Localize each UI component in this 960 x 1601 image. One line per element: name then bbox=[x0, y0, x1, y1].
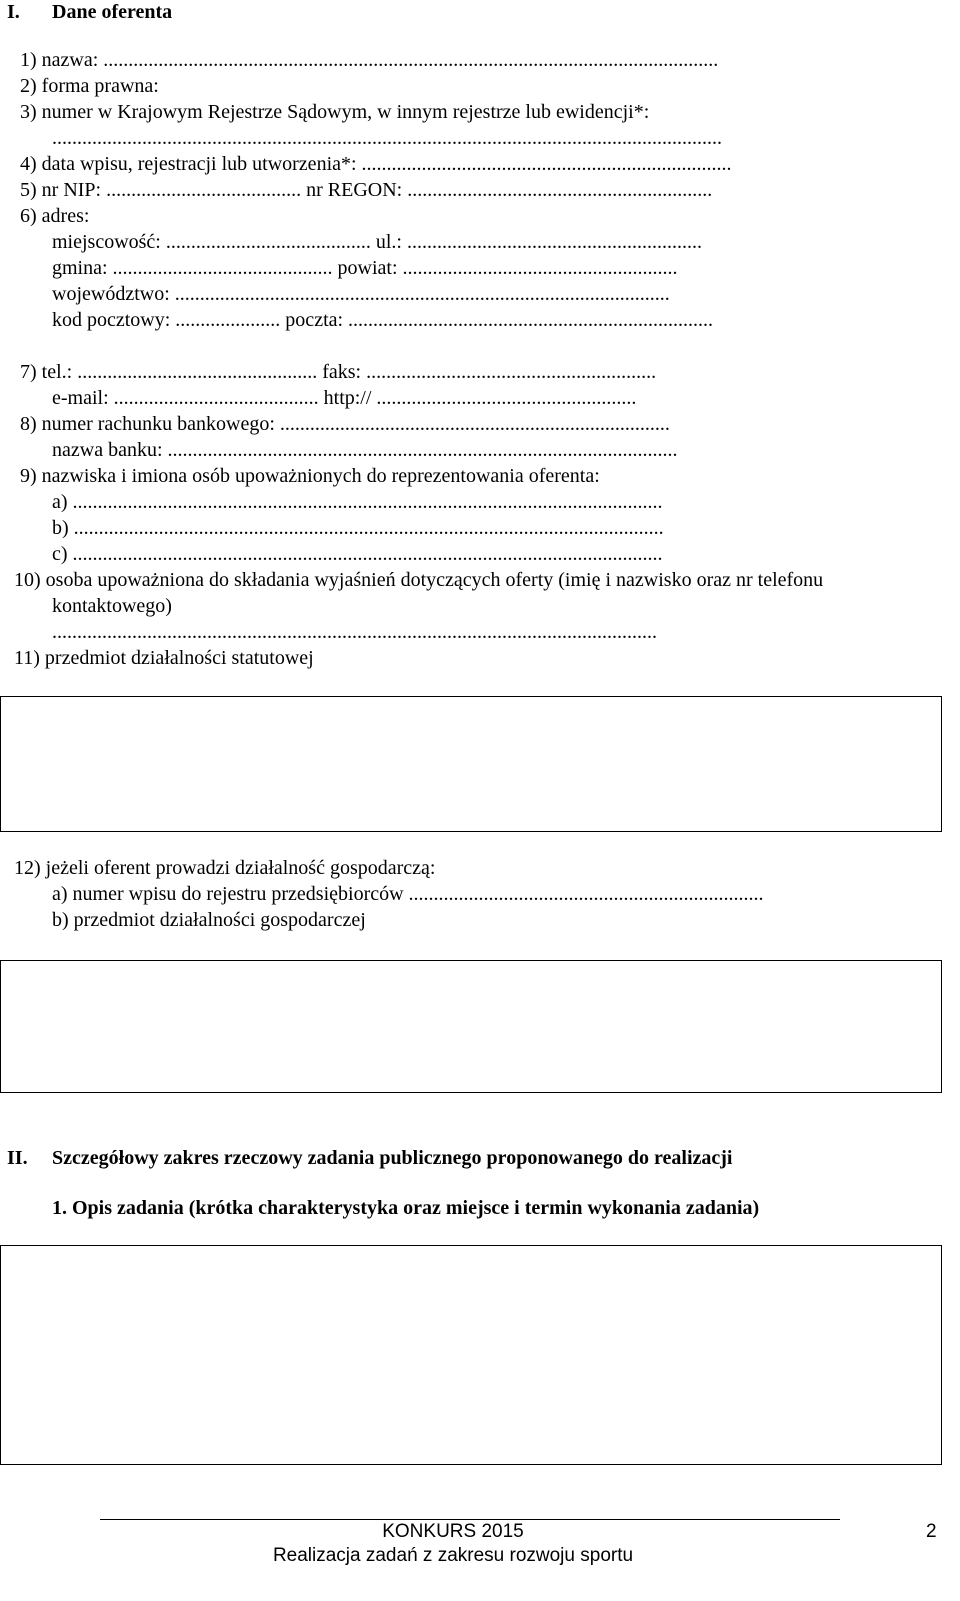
field-przedmiot-gospodarczej: b) przedmiot działalności gospodarczej bbox=[52, 909, 366, 931]
field-kod-pocztowy: kod pocztowy: ..................... poczta: ......................................................................... bbox=[52, 309, 714, 331]
section-number: II. bbox=[7, 1147, 28, 1169]
field-gmina: gmina: ............................................ powiat: ....................................................... bbox=[52, 257, 678, 279]
footer-subtitle: Realizacja zadań z zakresu rozwoju sportu bbox=[272, 1545, 634, 1566]
task-description-heading: 1. Opis zadania (krótka charakterystyka oraz miejsce i termin wykonania zadania) bbox=[52, 1197, 760, 1219]
page-number: 2 bbox=[926, 1521, 937, 1542]
field-krs: 3) numer w Krajowym Rejestrze Sądowym, w innym rejestrze lub ewidencji*: bbox=[20, 101, 650, 123]
field-osoba-wyjasnienia-cont: kontaktowego) bbox=[52, 595, 172, 617]
field-osoba-a: a) ...................................................................................................................... bbox=[52, 491, 663, 513]
section-number: I. bbox=[7, 1, 20, 23]
field-osoba-wyjasnienia-dots: ......................................................................................................................... bbox=[52, 621, 657, 643]
footer-title: KONKURS 2015 bbox=[382, 1521, 524, 1542]
field-rachunek: 8) numer rachunku bankowego: .............................................................................. bbox=[20, 413, 670, 435]
section-title: Dane oferenta bbox=[52, 1, 173, 23]
field-nip-regon: 5) nr NIP: ....................................... nr REGON: ............................................................. bbox=[20, 179, 713, 201]
field-osoba-wyjasnienia: 10) osoba upoważniona do składania wyjaśnień dotyczących oferty (imię i nazwisko oraz nr telefonu bbox=[14, 569, 824, 591]
field-email-http: e-mail: ......................................... http:// .................................................... bbox=[52, 387, 637, 409]
field-adres: 6) adres: bbox=[20, 205, 90, 227]
field-forma-prawna: 2) forma prawna: bbox=[20, 75, 159, 97]
field-dzialalnosc-statutowa: 11) przedmiot działalności statutowej bbox=[14, 647, 314, 669]
field-osoba-c: c) ...................................................................................................................... bbox=[52, 543, 663, 565]
statutory-activity-box[interactable] bbox=[0, 696, 942, 832]
field-dzialalnosc-gospodarcza: 12) jeżeli oferent prowadzi działalność gospodarczą: bbox=[14, 857, 436, 879]
task-description-box[interactable] bbox=[0, 1245, 942, 1465]
section-title: Szczegółowy zakres rzeczowy zadania publicznego proponowanego do realizacji bbox=[52, 1147, 733, 1169]
field-numer-wpisu: a) numer wpisu do rejestru przedsiębiorców ....................................................................... bbox=[52, 883, 764, 905]
field-krs-dots: ...................................................................................................................................... bbox=[52, 127, 722, 149]
field-nazwa: 1) nazwa: ........................................................................................................................... bbox=[20, 49, 719, 71]
field-osoby-upowaznione: 9) nazwiska i imiona osób upoważnionych do reprezentowania oferenta: bbox=[20, 465, 600, 487]
field-tel-faks: 7) tel.: ................................................ faks: .......................................................... bbox=[20, 361, 657, 383]
business-activity-box[interactable] bbox=[0, 960, 942, 1093]
field-wojewodztwo: województwo: ................................................................................................... bbox=[52, 283, 670, 305]
field-nazwa-banku: nazwa banku: ...................................................................................................... bbox=[52, 439, 678, 461]
field-data-wpisu: 4) data wpisu, rejestracji lub utworzenia*: .......................................................................... bbox=[20, 153, 732, 175]
footer-rule bbox=[100, 1519, 840, 1520]
field-osoba-b: b) ...................................................................................................................... bbox=[52, 517, 664, 539]
field-miejscowosc: miejscowość: ......................................... ul.: ........................................................... bbox=[52, 231, 702, 253]
